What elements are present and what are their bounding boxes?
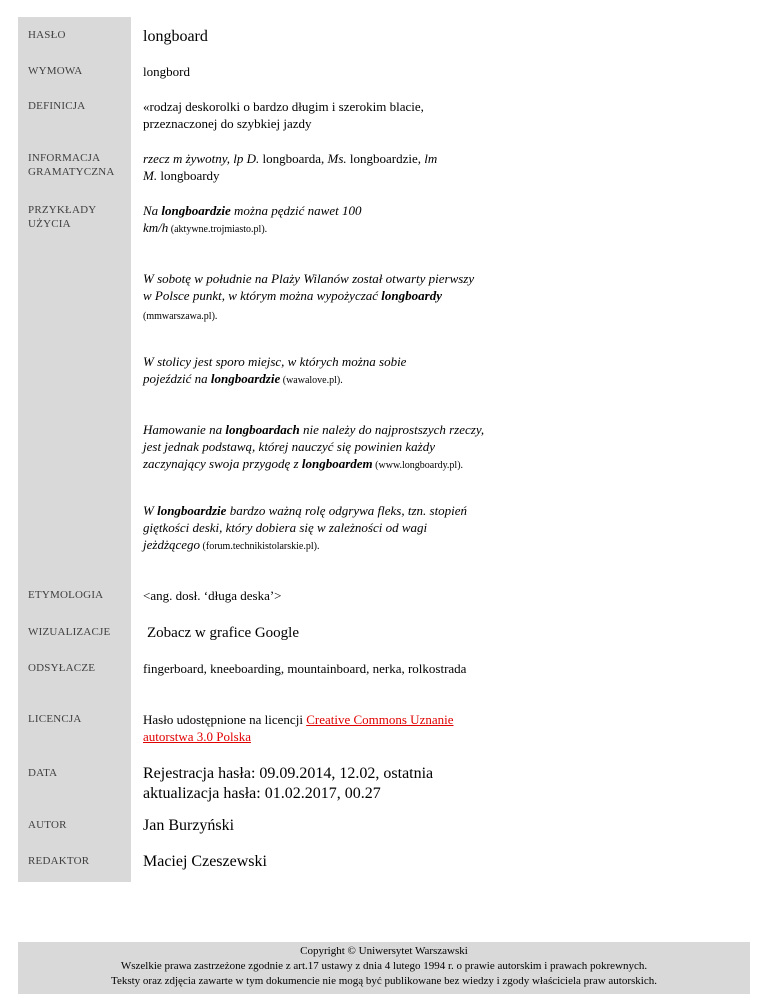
label-przyklady-uzycia: PRZYKŁADY UŻYCIA <box>28 204 97 230</box>
entry-dates: Rejestracja hasła: 09.09.2014, 12.02, ostatnia aktualizacja hasła: 01.02.2017, 00.27 <box>143 765 434 802</box>
example-text: bardzo ważną rolę odgrywa fleks, tzn. stopień giętkości deski, który dobiera się w zależności od wagi jeżdżącego <box>143 503 468 552</box>
example-text: Hamowanie na <box>143 422 226 437</box>
label-etymologia: ETYMOLOGIA <box>28 589 104 601</box>
grammar-part: rzecz m żywotny, lp D. <box>143 151 260 166</box>
label-wizualizacje: WIZUALIZACJE <box>28 626 111 638</box>
example-term: longboardzie <box>210 371 281 386</box>
label-redaktor: REDAKTOR <box>28 855 90 867</box>
example-5 <box>143 502 483 555</box>
editor: Maciej Czeszewski <box>143 853 267 870</box>
example-term: longboardy <box>381 288 442 303</box>
license-link[interactable]: Creative Commons Uznanie autorstwa 3.0 Polska <box>143 712 454 744</box>
label-data: DATA <box>28 767 58 779</box>
example-text: można pędzić nawet 100 km/h <box>143 203 362 235</box>
example-source: (forum.technikistolarskie.pl). <box>200 541 320 552</box>
cross-references: fingerboard, kneeboarding, mountainboard, nerka, rolkostrada <box>143 661 467 676</box>
label-definicja: DEFINICJA <box>28 100 86 112</box>
grammar-part: lm M. <box>143 151 438 183</box>
footer-line: Wszelkie prawa zastrzeżone zgodnie z art.17 ustawy z dnia 4 lutego 1994 r. o prawie autorskim i prawach pokrewnych. <box>120 960 648 972</box>
example-term: longboardem <box>301 456 373 471</box>
example-4 <box>143 421 488 474</box>
license-text: Hasło udostępnione na licencji <box>143 712 307 727</box>
google-images-link[interactable]: Zobacz w grafice Google <box>147 625 300 641</box>
example-source: (wawalove.pl). <box>280 375 343 386</box>
example-3 <box>143 353 443 389</box>
headword: longboard <box>143 28 208 45</box>
label-haslo: HASŁO <box>28 29 66 41</box>
example-source: (mmwarszawa.pl). <box>143 311 218 322</box>
author: Jan Burzyński <box>143 817 235 834</box>
grammar-part: longboarda, <box>259 151 328 166</box>
grammar-info <box>143 150 443 184</box>
copyright-footer <box>18 942 750 994</box>
label-informacja-gramatyczna: INFORMACJA GRAMATYCZNA <box>28 152 115 178</box>
label-wymowa: WYMOWA <box>28 65 83 77</box>
footer-line: Teksty oraz zdjęcia zawarte w tym dokumencie nie mogą być publikowane bez wiedzy i zgody właściciela praw autorskich. <box>111 975 657 987</box>
example-text: Na <box>143 203 162 218</box>
grammar-part: longboardy <box>157 168 220 183</box>
example-text: W sobotę w południe na Plaży Wilanów został otwarty pierwszy w Polsce punkt, w którym można wypożyczać <box>143 271 475 303</box>
label-autor: AUTOR <box>28 819 67 831</box>
example-term: longboardach <box>225 422 300 437</box>
example-1 <box>143 202 383 238</box>
example-term: longboardzie <box>161 203 231 218</box>
example-text: nie należy do najprostszych rzeczy, jest jednak podstawą, której nauczyć się powinien każdy zaczynający swoja przygodę z <box>143 422 485 471</box>
example-term: longboardzie <box>157 503 227 518</box>
example-2 <box>143 270 483 325</box>
example-text: W stolicy jest sporo miejsc, w których można sobie pojeździć na <box>143 354 407 386</box>
definition: «rodzaj deskorolki o bardzo długim i szerokim blacie, przeznaczonej do szybkiej jazdy <box>143 99 424 131</box>
grammar-part: Ms. <box>327 151 347 166</box>
license <box>143 711 473 745</box>
etymology: <ang. dosł. ‘długa deska’> <box>143 588 282 603</box>
pronunciation: longbord <box>143 64 190 79</box>
footer-line: Copyright © Uniwersytet Warszawski <box>300 945 468 957</box>
example-text: W <box>143 503 158 518</box>
label-odsylacze: ODSYŁACZE <box>28 662 96 674</box>
grammar-part: longboardzie, <box>346 151 425 166</box>
example-source: (aktywne.trojmiasto.pl). <box>168 224 268 235</box>
label-licencja: LICENCJA <box>28 713 82 725</box>
label-column <box>18 17 131 882</box>
example-source: (www.longboardy.pl). <box>372 460 464 471</box>
